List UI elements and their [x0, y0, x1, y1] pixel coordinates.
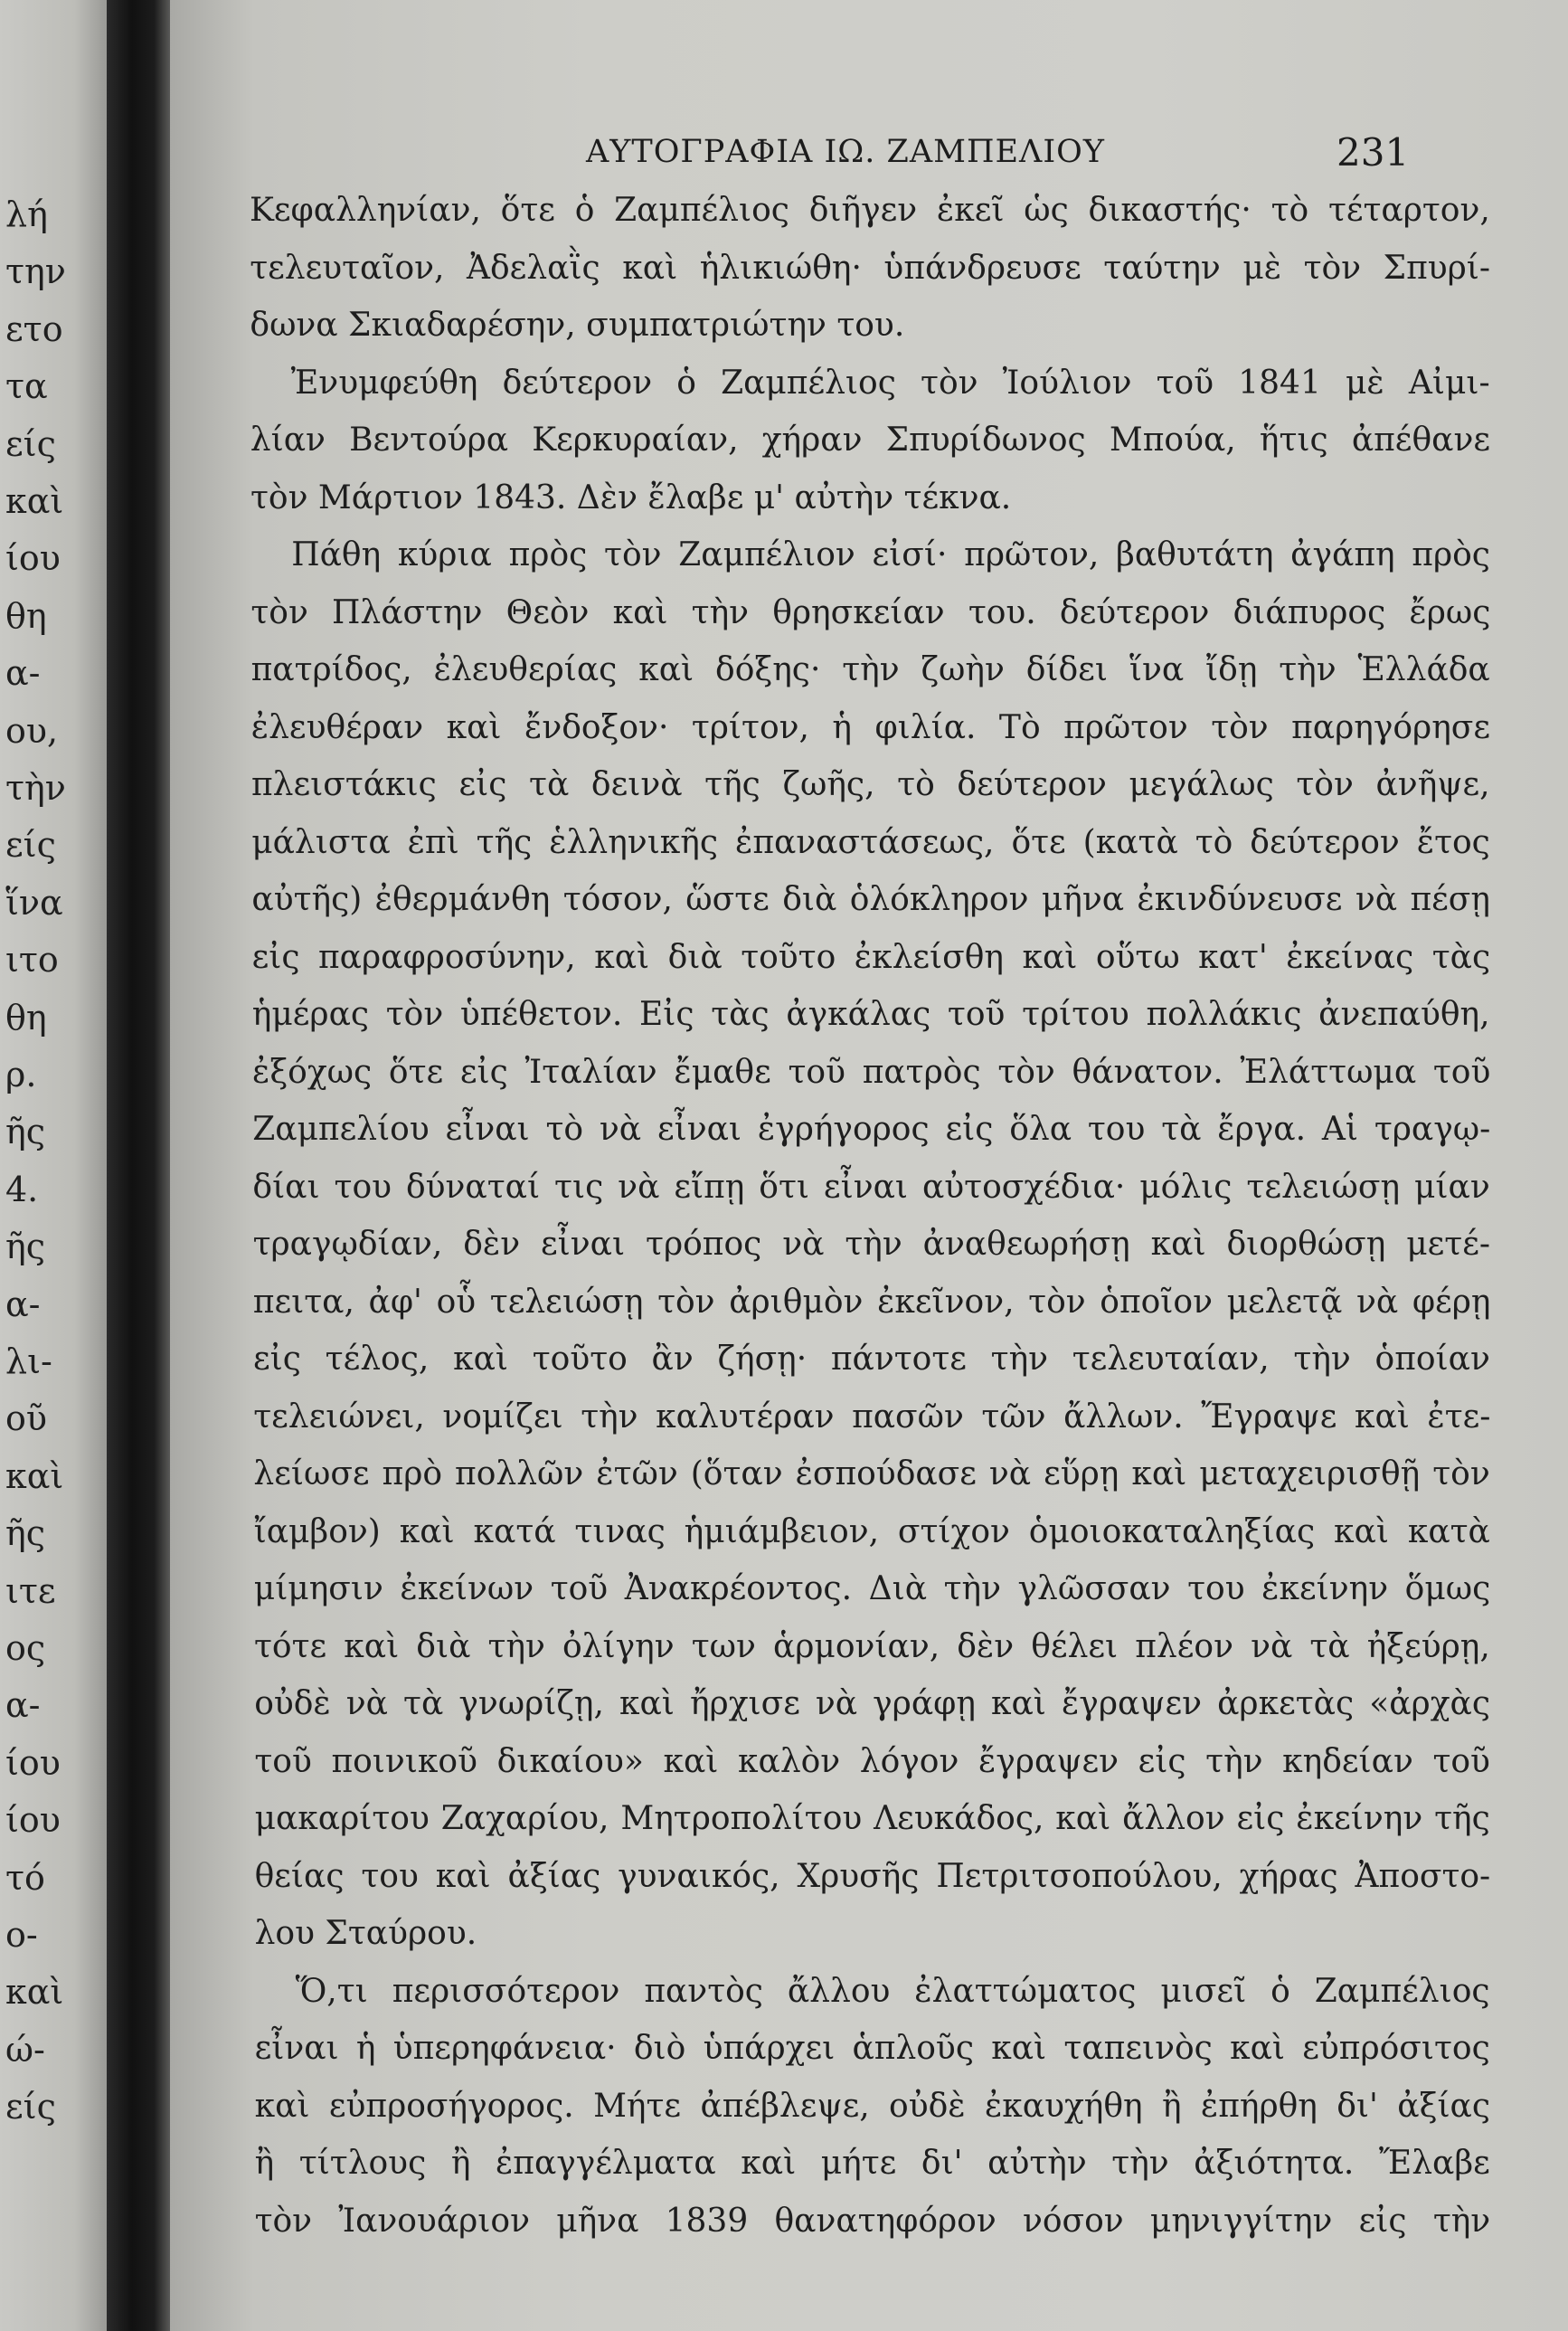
text-line: τελευταῖον, Ἀδελαῒς καὶ ἡλικιώθη· ὑπάνδρευσε ταύτην μὲ τὸν Σπυρί-	[250, 249, 1491, 287]
margin-fragment: ίου	[5, 1800, 61, 1841]
margin-fragment: ιτε	[5, 1570, 56, 1611]
margin-fragment: ιτο	[5, 940, 59, 981]
margin-fragment: ίου	[5, 538, 61, 579]
text-line: πειτα, ἀφ' οὗ τελειώσῃ τὸν ἀριθμὸν ἐκεῖνον, τὸν ὁποῖον μελετᾷ νὰ φέρῃ	[252, 1283, 1491, 1321]
text-line: ἢ τίτλους ἢ ἐπαγγέλματα καὶ μήτε δι' αὐτὴν τὴν ἀξιότητα. Ἔλαβε	[254, 2145, 1490, 2182]
book-page	[170, 0, 1568, 2331]
running-head: ΑΥΤΟΓΡΑΦΙΑ ΙΩ. ΖΑΜΠΕΛΙΟΥ	[586, 134, 1105, 170]
text-line: ἴαμβον) καὶ κατά τινας ἡμιάμβειον, στίχον ὁμοιοκαταληξίας καὶ κατὰ	[253, 1512, 1490, 1550]
text-line: μακαρίτου Ζαχαρίου, Μητροπολίτου Λευκάδος, καὶ ἄλλον εἰς ἐκείνην τῆς	[254, 1800, 1490, 1837]
margin-fragment: ῆς	[5, 1513, 46, 1554]
text-line: αὐτῆς) ἐθερμάνθη τόσον, ὥστε διὰ ὁλόκληρον μῆνα ἐκινδύνευσε νὰ πέσῃ	[251, 881, 1490, 918]
margin-fragment: καὶ	[5, 1972, 64, 2013]
margin-fragment: τα	[5, 366, 48, 407]
text-line: τραγῳδίαν, δὲν εἶναι τρόπος νὰ τὴν ἀναθεωρήσῃ καὶ διορθώσῃ μετέ-	[252, 1226, 1491, 1263]
page-number: 231	[1337, 130, 1410, 175]
text-line: οὐδὲ νὰ τὰ γνωρίζῃ, καὶ ἤρχισε νὰ γράφῃ καὶ ἔγραψεν ἀρκετὰς «ἀρχὰς	[254, 1685, 1490, 1722]
margin-fragment: θη	[5, 997, 47, 1038]
margin-fragment: ο-	[5, 1915, 38, 1955]
text-line: λου Σταύρου.	[254, 1915, 477, 1952]
margin-fragment: ος	[5, 1628, 46, 1668]
text-line: μίμησιν ἐκείνων τοῦ Ἀνακρέοντος. Διὰ τὴν γλῶσσαν του ἐκείνην ὅμως	[253, 1570, 1491, 1607]
text-line: Ὅ,τι περισσότερον παντὸς ἄλλου ἐλαττώματος μισεῖ ὁ Ζαμπέλιος	[295, 1972, 1490, 2010]
margin-fragment: την	[5, 251, 66, 292]
margin-fragment: τὴν	[5, 768, 66, 808]
text-line: θείας του καὶ ἀξίας γυναικός, Χρυσῆς Πετριτσοπούλου, χήρας Ἀποστο-	[254, 1857, 1491, 1895]
text-line: εἶναι ἡ ὑπερηφάνεια· διὸ ὑπάρχει ἁπλοῦς καὶ ταπεινὸς καὶ εὐπρόσιτος	[254, 2030, 1490, 2067]
margin-fragment: είς	[5, 825, 56, 866]
text-line: Ζαμπελίου εἶναι τὸ νὰ εἶναι ἐγρήγορος εἰς ὅλα του τὰ ἔργα. Αἱ τραγῳ-	[252, 1111, 1491, 1148]
text-line: πλειστάκις εἰς τὰ δεινὰ τῆς ζωῆς, τὸ δεύτερον μεγάλως τὸν ἀνῆψε,	[251, 766, 1490, 803]
text-line: εἰς τέλος, καὶ τοῦτο ἂν ζήσῃ· πάντοτε τὴν τελευταίαν, τὴν ὁποίαν	[253, 1341, 1490, 1378]
margin-fragment: θη	[5, 595, 47, 636]
margin-fragment: λή	[5, 194, 48, 234]
margin-fragment: ώ-	[5, 2029, 45, 2070]
text-line: τότε καὶ διὰ τὴν ὀλίγην των ἁρμονίαν, δὲν θέλει πλέον νὰ τὰ ἠξεύρῃ,	[254, 1627, 1490, 1665]
text-line: Πάθη κύρια πρὸς τὸν Ζαμπέλιον εἰσί· πρῶτον, βαθυτάτη ἀγάπη πρὸς	[291, 536, 1490, 573]
margin-fragment: 4.	[5, 1169, 39, 1209]
margin-fragment: ου,	[5, 710, 59, 751]
text-line: πατρίδος, ἐλευθερίας καὶ δόξης· τὴν ζωὴν δίδει ἵνα ἴδῃ τὴν Ἑλλάδα	[250, 651, 1490, 688]
text-line: μάλιστα ἐπὶ τῆς ἑλληνικῆς ἐπαναστάσεως, ὅτε (κατὰ τὸ δεύτερον ἔτος	[251, 823, 1490, 861]
margin-fragment: λι-	[5, 1341, 52, 1381]
text-line: καὶ εὐπροσήγορος. Μήτε ἀπέβλεψε, οὐδὲ ἐκαυχήθη ἢ ἐπήρθη δι' ἀξίας	[254, 2087, 1491, 2125]
margin-fragment: είς	[5, 423, 56, 464]
text-line: λείωσε πρὸ πολλῶν ἐτῶν (ὅταν ἐσπούδασε νὰ εὕρῃ καὶ μεταχειρισθῇ τὸν	[253, 1455, 1490, 1492]
margin-fragment: ἵνα	[5, 882, 63, 923]
text-line: τὸν Μάρτιον 1843. Δὲν ἔλαβε μ' αὐτὴν τέκνα.	[250, 479, 1012, 516]
margin-fragment: ῆς	[5, 1227, 46, 1267]
text-line: ἡμέρας τὸν ὑπέθετον. Εἰς τὰς ἀγκάλας τοῦ τρίτου πολλάκις ἀνεπαύθη,	[251, 996, 1490, 1033]
margin-fragment: α-	[5, 1685, 41, 1726]
margin-fragment: ίου	[5, 1742, 61, 1783]
margin-fragment: τό	[5, 1857, 45, 1898]
margin-fragment: ρ.	[5, 1055, 37, 1094]
text-line: τὸν Πλάστην Θεὸν καὶ τὴν θρησκείαν του. δεύτερον διάπυρος ἔρως	[250, 593, 1491, 631]
text-line: Ἐνυμφεύθη δεύτερον ὁ Ζαμπέλιος τὸν Ἰούλιον τοῦ 1841 μὲ Αἰμι-	[290, 364, 1490, 402]
text-line: δωνα Σκιαδαρέσην, συμπατριώτην του.	[250, 307, 905, 344]
text-line: Κεφαλληνίαν, ὅτε ὁ Ζαμπέλιος διῆγεν ἐκεῖ ὡς δικαστής· τὸ τέταρτον,	[250, 192, 1490, 229]
margin-fragment: καὶ	[5, 481, 64, 521]
left-facing-page-edge	[0, 0, 107, 2331]
text-line: ἐλευθέραν καὶ ἔνδοξον· τρίτον, ἡ φιλία. Τὸ πρῶτον τὸν παρηγόρησε	[250, 708, 1490, 746]
text-line: εἰς παραφροσύνην, καὶ διὰ τοῦτο ἐκλείσθη καὶ οὕτω κατ' ἐκείνας τὰς	[251, 938, 1491, 976]
text-line: ἐξόχως ὅτε εἰς Ἰταλίαν ἔμαθε τοῦ πατρὸς τὸν θάνατον. Ἐλάττωμα τοῦ	[252, 1053, 1491, 1091]
text-line: τοῦ ποινικοῦ δικαίου» καὶ καλὸν λόγον ἔγραψεν εἰς τὴν κηδείαν τοῦ	[254, 1742, 1490, 1780]
book-binding-gutter	[107, 0, 170, 2331]
margin-fragment: είς	[5, 2087, 56, 2127]
text-line: τὸν Ἰανουάριον μῆνα 1839 θανατηφόρον νόσον μηνιγγίτην εἰς τὴν	[254, 2202, 1491, 2240]
margin-fragment: καὶ	[5, 1455, 64, 1496]
margin-fragment: α-	[5, 1284, 41, 1324]
page-header	[170, 130, 1568, 179]
margin-fragment: ετο	[5, 308, 63, 349]
text-line: τελειώνει, νομίζει τὴν καλυτέραν πασῶν τῶν ἄλλων. Ἔγραψε καὶ ἐτε-	[253, 1398, 1491, 1436]
margin-fragment: α-	[5, 653, 41, 694]
margin-fragment: οῦ	[5, 1398, 47, 1439]
margin-fragment: ῆς	[5, 1112, 46, 1152]
text-line: λίαν Βεντούρα Κερκυραίαν, χήραν Σπυρίδωνος Μπούα, ἥτις ἀπέθανε	[250, 422, 1490, 459]
text-line: δίαι του δύναταί τις νὰ εἴπῃ ὅτι εἶναι αὐτοσχέδια· μόλις τελειώσῃ μίαν	[252, 1168, 1490, 1206]
